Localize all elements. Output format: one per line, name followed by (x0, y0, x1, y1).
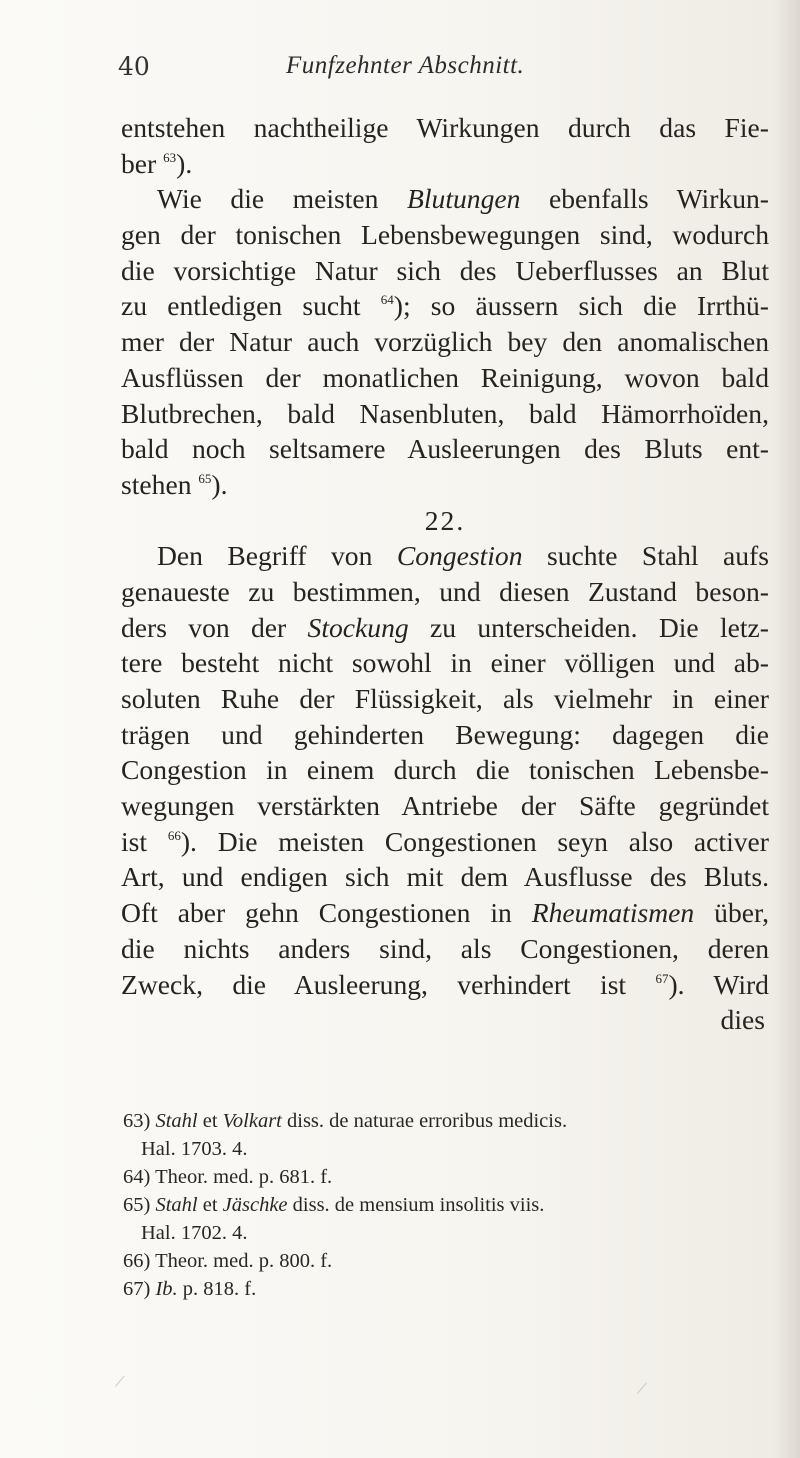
footnote-ref: 63 (163, 149, 177, 165)
text-line: ber $^{63}$). (121, 147, 193, 179)
footnote-ref: 66 (167, 827, 181, 843)
footnote: 67) Ib. p. 818. f. (123, 1278, 257, 1300)
text-line: Zweck, die Ausleerung, verhindert ist $^{67}$). Wird (121, 968, 769, 1000)
text-line: Blutbrechen, bald Nasenbluten, bald Hämorrhoïden, (121, 397, 769, 429)
footnote: 63) Stahl et Volkart diss. de naturae erroribus medicis. (123, 1110, 568, 1132)
emphasis: Rheumatismen (531, 897, 695, 929)
running-title: Funfzehnter Abschnitt. (286, 52, 525, 79)
paper-speck (115, 1375, 134, 1394)
text-line: ders von der Stockung zu unterscheiden. Die letz- (121, 611, 769, 643)
text-line: soluten Ruhe der Flüssigkeit, als vielmehr in einer (121, 683, 769, 714)
text-line: Congestion in einem durch die tonischen Lebensbe- (121, 754, 769, 786)
text-line: Den Begriff von Congestion suchte Stahl aufs (157, 540, 769, 572)
page-number: 40 (118, 52, 150, 81)
section-number: 22. (424, 504, 466, 536)
footnote-ref: 67 (655, 970, 669, 986)
emphasis: Blutungen (407, 183, 521, 215)
text-line: zu entledigen sucht $^{64}$); so äussern sich die Irrthü- (121, 290, 769, 322)
page-header (118, 52, 678, 92)
text-line: Ausflüssen der monatlichen Reinigung, wovon bald (121, 361, 769, 393)
text-line: die nichts anders sind, als Congestionen, deren (121, 932, 769, 964)
text-line: bald noch seltsamere Ausleerungen des Bluts ent- (121, 433, 769, 465)
paper-speck (637, 1382, 656, 1401)
text-line: gen der tonischen Lebensbewegungen sind, wodurch (121, 219, 769, 251)
emphasis: Congestion (396, 540, 523, 572)
footnote: 65) Stahl et Jäschke diss. de mensium insolitis viis. (123, 1194, 545, 1216)
page-edge-shadow (774, 0, 800, 1458)
footnotes (123, 1107, 773, 1303)
text-line: Oft aber gehn Congestionen in Rheumatismen über, (121, 897, 769, 929)
text-line: wegungen verstärkten Antriebe der Säfte gegründet (121, 790, 769, 822)
emphasis: Stockung (307, 611, 409, 643)
text-line: Art, und endigen sich mit dem Ausflusse des Bluts. (121, 861, 769, 893)
text-line: Wie die meisten Blutungen ebenfalls Wirkun- (157, 183, 769, 215)
text-line: trägen und gehinderten Bewegung: dagegen die (121, 718, 769, 750)
footnote: 66) Theor. med. p. 800. f. (123, 1250, 333, 1272)
footnote-ref: 65 (198, 470, 212, 486)
footnote-continuation: Hal. 1703. 4. (141, 1138, 248, 1160)
footnote: 64) Theor. med. p. 681. f. (123, 1166, 333, 1188)
footnote-continuation: Hal. 1702. 4. (141, 1222, 248, 1244)
text-line: stehen $^{65}$). (121, 468, 228, 500)
text-line: die vorsichtige Natur sich des Ueberflusses an Blut (121, 254, 769, 286)
main-text (121, 110, 769, 1038)
footnote-ref: 64 (380, 292, 394, 308)
text-line: ist $^{66}$). Die meisten Congestionen seyn also activer (121, 825, 769, 857)
text-line: mer der Natur auch vorzüglich bey den anomalischen (121, 326, 769, 358)
catchword: dies (720, 1004, 765, 1036)
text-line: tere besteht nicht sowohl in einer völligen und ab- (121, 647, 769, 679)
text-line: genaueste zu bestimmen, und diesen Zustand beson- (121, 575, 769, 607)
text-line: entstehen nachtheilige Wirkungen durch das Fie- (121, 112, 769, 143)
